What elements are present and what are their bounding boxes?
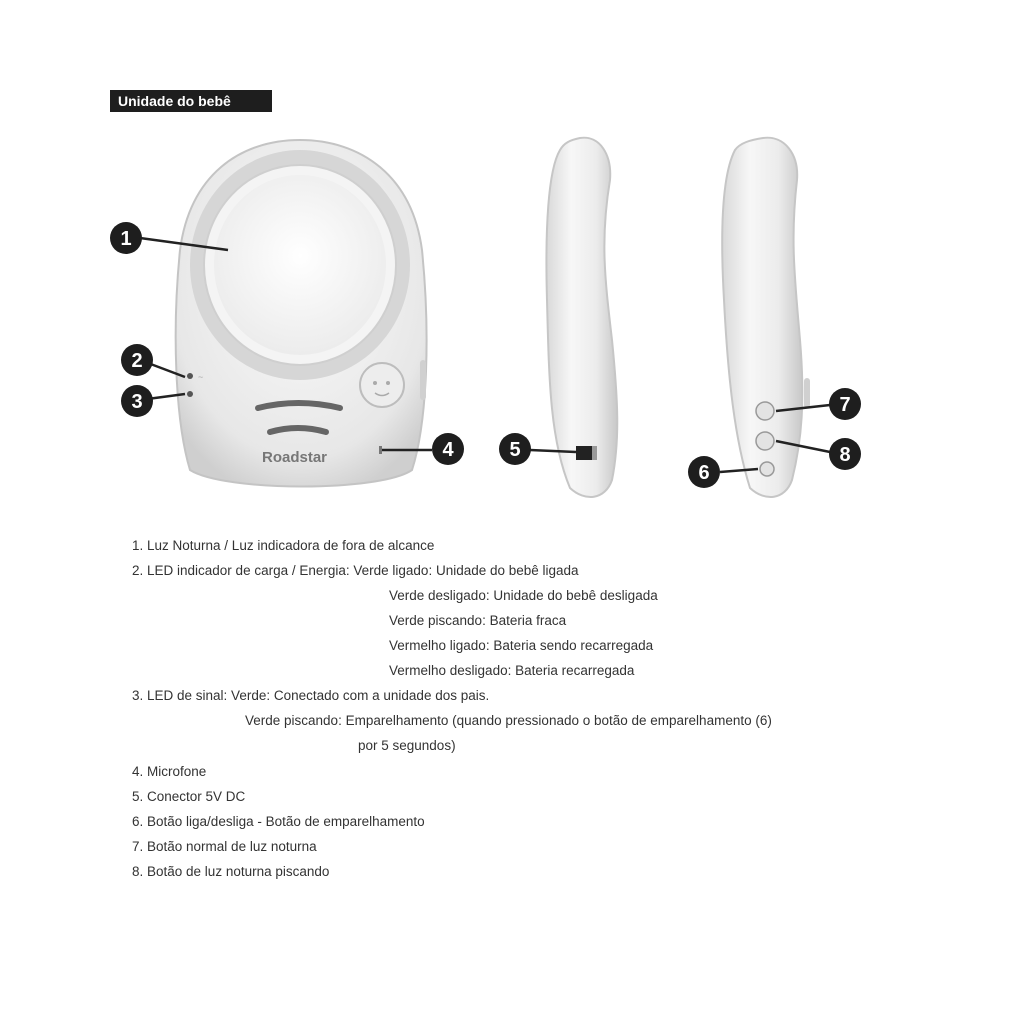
legend-item-2-sub: Verde piscando: Bateria fraca: [389, 613, 567, 628]
svg-text:~: ~: [198, 372, 204, 382]
night-light-button-icon: [756, 402, 774, 420]
signal-led-icon: [187, 391, 193, 397]
legend-item-2-sub: Vermelho desligado: Bateria recarregada: [389, 663, 635, 678]
legend-item-6: 6. Botão liga/desliga - Botão de emparelhamento: [132, 814, 425, 829]
svg-text:2: 2: [131, 350, 143, 372]
microphone-icon: [379, 446, 382, 454]
callout-3: [121, 385, 153, 417]
svg-text:7: 7: [839, 394, 851, 416]
legend-item-3-sub: por 5 segundos): [358, 738, 456, 753]
legend-item-2-sub: Vermelho ligado: Bateria sendo recarregada: [389, 638, 654, 653]
legend-item-8: 8. Botão de luz noturna piscando: [132, 864, 330, 879]
legend-item-1: 1. Luz Noturna / Luz indicadora de fora de alcance: [132, 538, 435, 553]
power-pairing-button-icon: [760, 462, 774, 476]
legend-item-5: 5. Conector 5V DC: [132, 789, 246, 804]
dc-connector-icon: [576, 446, 592, 460]
callout-1: [110, 222, 142, 254]
brand-logo: Roadstar: [262, 449, 328, 466]
baby-face-icon: [360, 363, 404, 407]
legend-item-3-sub: Verde piscando: Emparelhamento (quando pressionado o botão de emparelhamento (6): [245, 713, 772, 728]
callout-4: [432, 433, 464, 465]
legend-item-3: 3. LED de sinal: Verde: Conectado com a unidade dos pais.: [132, 688, 490, 703]
side-view-left: [546, 138, 617, 497]
legend-item-4: 4. Microfone: [132, 764, 207, 779]
svg-text:3: 3: [131, 391, 143, 413]
callout-5: [499, 433, 531, 465]
callout-7: [829, 388, 861, 420]
power-led-icon: [187, 373, 193, 379]
section-title: Unidade do bebê: [110, 90, 272, 112]
svg-text:8: 8: [839, 444, 851, 466]
svg-text:4: 4: [442, 439, 454, 461]
svg-text:5: 5: [509, 439, 521, 461]
front-view: [176, 140, 427, 487]
legend-item-2-sub: Verde desligado: Unidade do bebê desligada: [389, 588, 658, 603]
night-light-blink-button-icon: [756, 432, 774, 450]
side-view-right: [722, 138, 810, 497]
callout-8: [829, 438, 861, 470]
callout-6: [688, 456, 720, 488]
legend-item-7: 7. Botão normal de luz noturna: [132, 839, 317, 854]
svg-text:6: 6: [698, 462, 710, 484]
svg-text:1: 1: [120, 228, 132, 250]
callout-2: [121, 344, 153, 376]
legend-item-2: 2. LED indicador de carga / Energia: Verde ligado: Unidade do bebê ligada: [132, 563, 579, 578]
device-illustration: [0, 120, 1024, 520]
